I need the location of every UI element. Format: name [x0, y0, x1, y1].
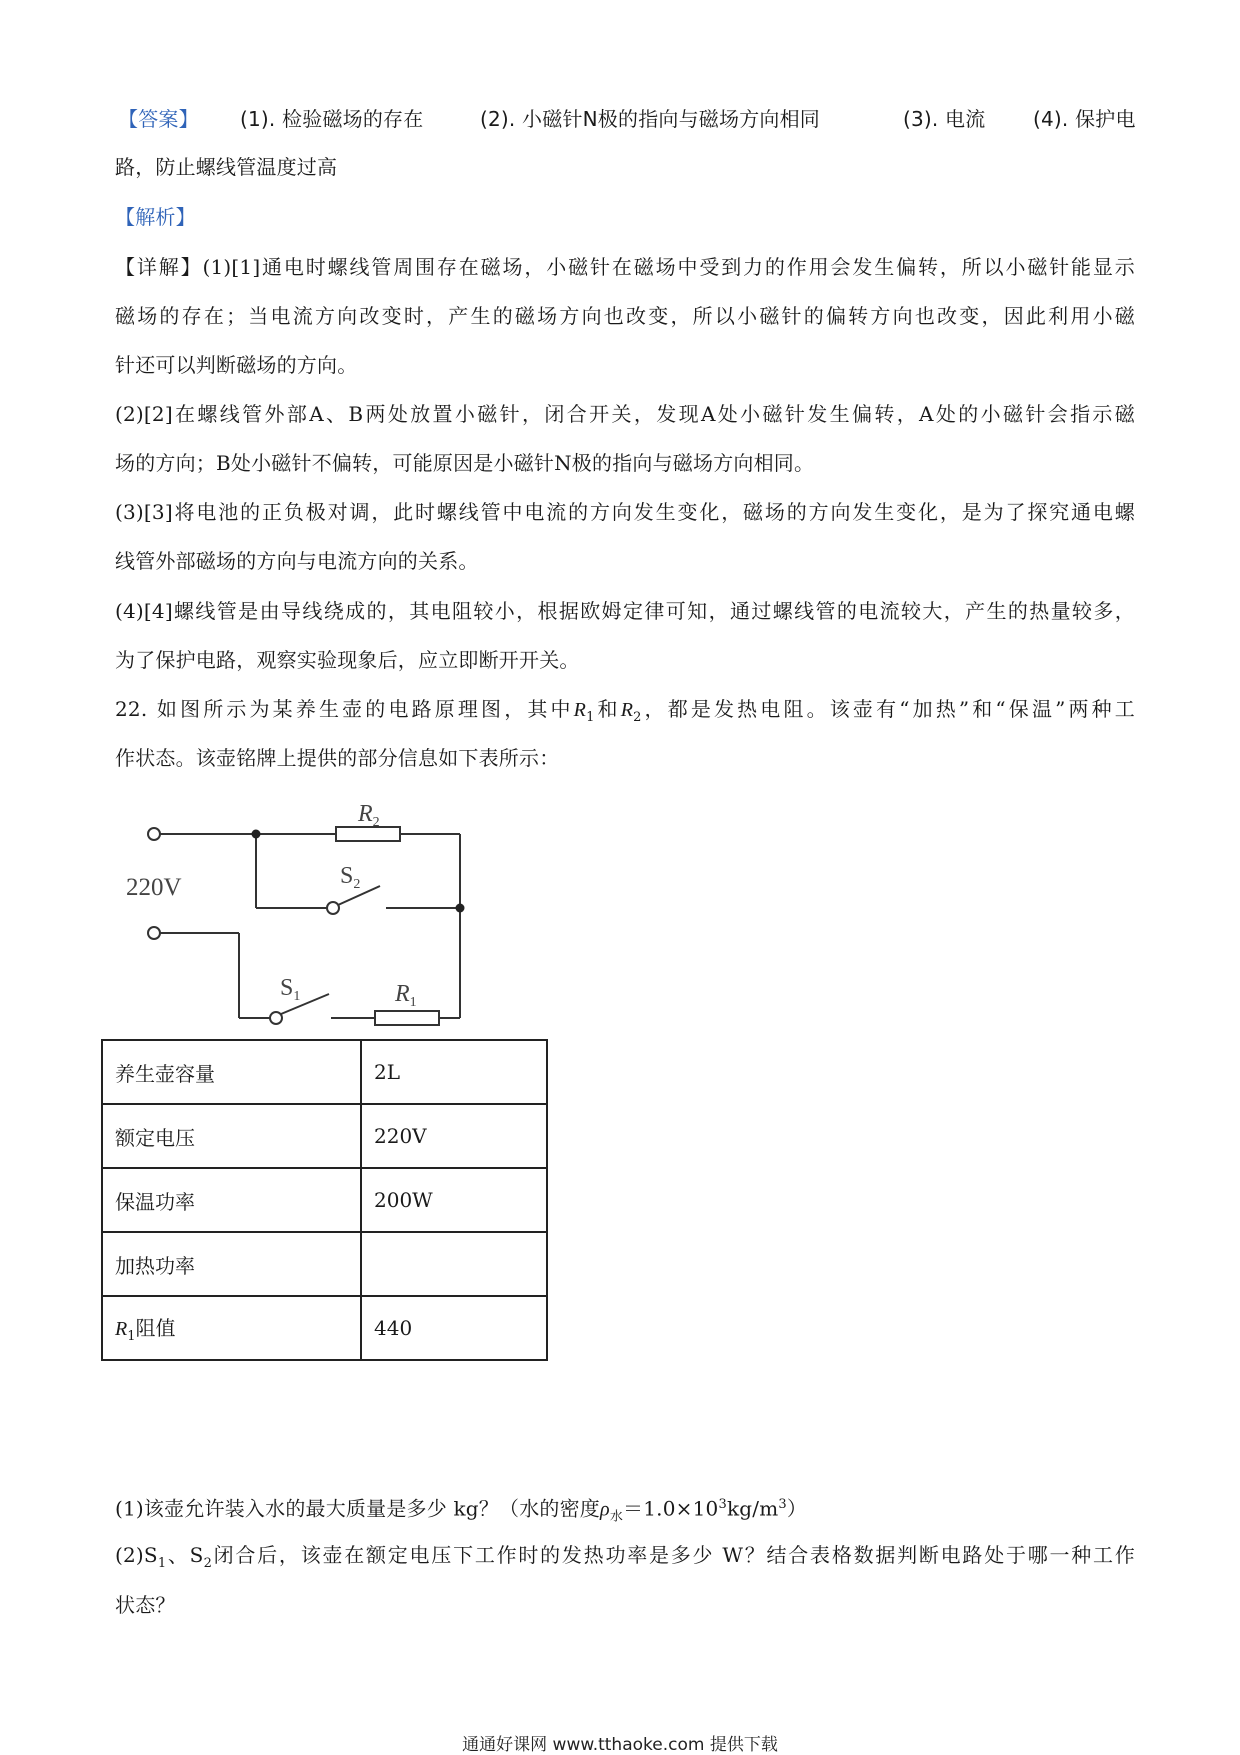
junction-right: [456, 904, 465, 913]
sub1-unit: kg/m: [726, 1496, 779, 1521]
table-row: [102, 1296, 547, 1360]
table-cell-value: 200W: [361, 1168, 547, 1232]
analysis-tag: 【解析】: [115, 205, 196, 229]
answer-item-3: (3). 电流: [903, 107, 986, 131]
subquestion-2: [115, 1541, 1135, 1578]
table-cell-key: 保温功率: [102, 1168, 361, 1232]
sub2-s1-subscript: 1: [157, 1556, 167, 1571]
r1-table-subscript: 1: [127, 1329, 136, 1344]
answer-tag: 【答案】: [118, 107, 199, 131]
resistor-r1: [375, 1011, 439, 1025]
q22-line-2: 作状态。该壶铭牌上提供的部分信息如下表所示：: [115, 746, 560, 770]
detail-line-7: 线管外部磁场的方向与电流方向的关系。: [115, 549, 479, 573]
detail-line-8: (4)[4]螺线管是由导线绕成的，其电阻较小，根据欧姆定律可知，通过螺线管的电流较大，产生的热量较多，: [115, 599, 1135, 623]
table-cell-value: 2L: [361, 1040, 547, 1104]
table-cell-value: [361, 1232, 547, 1296]
terminal-bottom: [148, 927, 160, 939]
sub2-s2-subscript: 2: [203, 1556, 213, 1571]
subquestion-2-cont: 状态？: [115, 1593, 176, 1617]
spec-table: [101, 1039, 548, 1361]
detail-line-1: 【详解】(1)[1]通电时螺线管周围存在磁场，小磁针在磁场中受到力的作用会发生偏转，所以小磁针能显示: [115, 255, 1135, 279]
table-row: [102, 1168, 547, 1232]
switch-s1-pivot: [270, 1012, 282, 1024]
resistor-r2: [336, 827, 400, 841]
detail-line-5: 场的方向；B处小磁针不偏转，可能原因是小磁针N极的指向与磁场方向相同。: [115, 451, 815, 475]
answer-line: [115, 105, 1135, 133]
table-cell-key: 额定电压: [102, 1104, 361, 1168]
r2-subscript: 2: [633, 710, 642, 725]
table-cell-value: 440: [361, 1296, 547, 1360]
detail-line-9: 为了保护电路，观察实验现象后，应立即断开开关。: [115, 648, 580, 672]
table-row: [102, 1104, 547, 1168]
sub1-unit-exponent: 3: [778, 1497, 787, 1512]
answer-item-4: (4). 保护电: [1033, 107, 1136, 131]
sub2-text-b: 、S: [166, 1543, 204, 1567]
r1-subscript: 1: [586, 710, 595, 725]
table-row: [102, 1232, 547, 1296]
rho-subscript: 水: [609, 1509, 624, 1525]
detail-line-4: (2)[2]在螺线管外部A、B两处放置小磁针，闭合开关，发现A处小磁针发生偏转，A处的小磁针会指示磁: [115, 402, 1135, 426]
table-cell-value: 220V: [361, 1104, 547, 1168]
answer-item-2: (2). 小磁针N极的指向与磁场方向相同: [480, 107, 821, 131]
detail-line-2: 磁场的存在；当电流方向改变时，产生的磁场方向也改变，所以小磁针的偏转方向也改变，因此利用小磁: [115, 304, 1135, 328]
sub2-text-c: 闭合后，该壶在额定电压下工作时的发热功率是多少 W？结合表格数据判断电路处于哪一种工作: [212, 1543, 1136, 1567]
r2-label: $R_2$: [358, 801, 380, 830]
q22-text-c: ，都是发热电阻。该壶有“加热”和“保温”两种工: [641, 697, 1135, 721]
sub1-close: ）: [786, 1496, 808, 1521]
rho-symbol: ρ: [600, 1498, 610, 1521]
sub2-text-a: (2)S: [115, 1543, 158, 1567]
q22-text-b: 和: [594, 697, 621, 721]
switch-s2-pivot: [327, 902, 339, 914]
voltage-label: 220V: [126, 874, 182, 901]
q22-line-1: [115, 695, 1135, 732]
answer-continuation: 路，防止螺线管温度过高: [115, 155, 338, 179]
r1-label: $R_1$: [395, 981, 417, 1010]
s1-label: $S_1$: [280, 975, 301, 1004]
r1-table-label: 阻值: [135, 1316, 176, 1340]
detail-line-3: 针还可以判断磁场的方向。: [115, 353, 358, 377]
table-cell-key: [102, 1296, 361, 1360]
detail-line-6: (3)[3]将电池的正负极对调，此时螺线管中电流的方向发生变化，磁场的方向发生变化，是为了探究通电螺: [115, 500, 1135, 524]
page-footer: 通通好课网 www.tthaoke.com 提供下载: [462, 1735, 778, 1755]
terminal-top: [148, 828, 160, 840]
r2-symbol: R: [620, 699, 634, 721]
r1-symbol: R: [573, 699, 587, 721]
sub1-value: ＝1.0×10: [623, 1496, 719, 1521]
q22-text-a: 22. 如图所示为某养生壶的电路原理图，其中: [115, 697, 574, 721]
table-row: [102, 1040, 547, 1104]
sub1-exponent: 3: [718, 1497, 727, 1512]
junction-top: [252, 830, 261, 839]
table-cell-key: 养生壶容量: [102, 1040, 361, 1104]
r1-table-symbol: R: [115, 1318, 128, 1340]
table-cell-key: 加热功率: [102, 1232, 361, 1296]
s2-label: $S_2$: [340, 863, 361, 892]
sub1-text: (1)该壶允许装入水的最大质量是多少 kg？（水的密度: [115, 1496, 601, 1521]
answer-item-1: (1). 检验磁场的存在: [240, 107, 424, 131]
circuit-diagram: [110, 798, 490, 1033]
subquestion-1: [115, 1491, 1135, 1532]
